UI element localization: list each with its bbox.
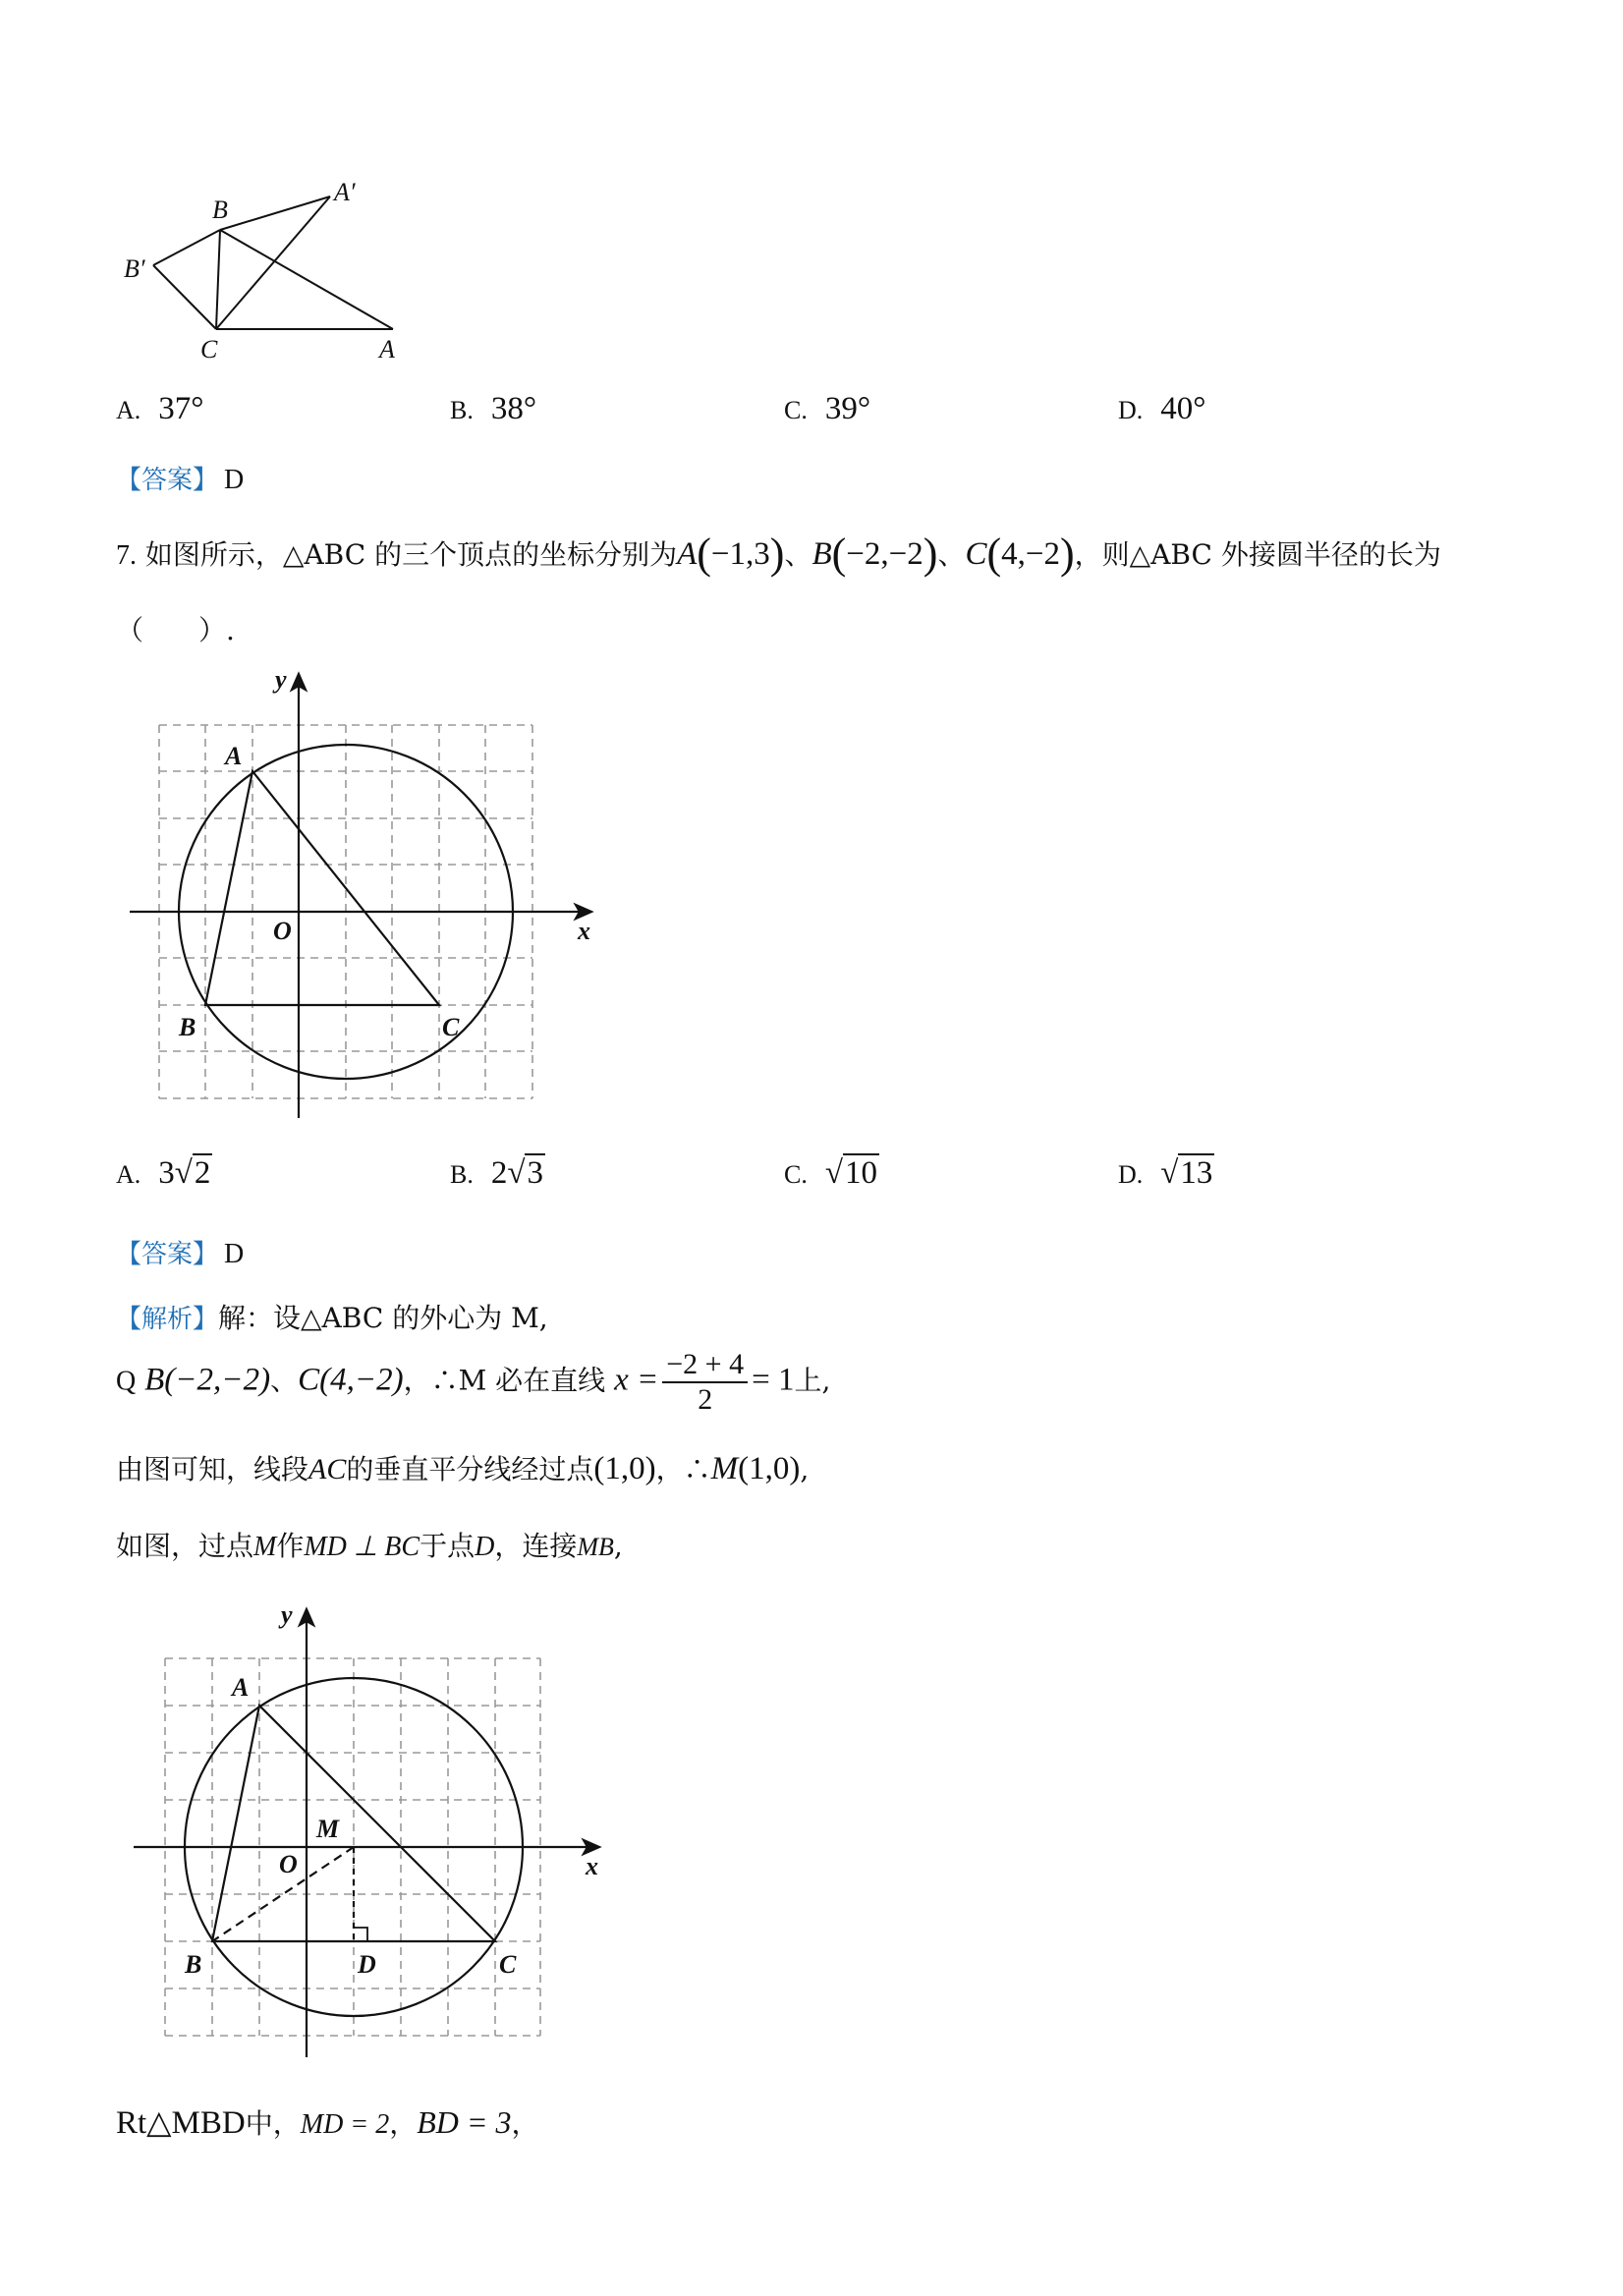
label-C: C — [200, 335, 218, 364]
fraction: $\frac{-2 + 4}{2}$ — [662, 1348, 748, 1417]
label-y: y — [281, 1603, 293, 1629]
q7-paren: （ ）. — [116, 614, 235, 646]
q7-option-c[interactable]: C. √10 — [784, 1155, 877, 1191]
segment-b-aprime — [220, 196, 330, 230]
label-B: B — [185, 1950, 202, 1979]
q6-option-c[interactable]: C. 39° — [784, 391, 871, 426]
q7-analysis-step2: Q B(−2,−2)、C(4,−2)，∴M 必在直线 x = $\frac{-2 + 4}{2}$ = 1上, — [116, 1348, 831, 1416]
q6-option-b[interactable]: B. 38° — [450, 391, 537, 426]
segment-b-a — [220, 230, 393, 329]
label-x: x — [578, 917, 590, 945]
q6-answer — [116, 460, 244, 496]
label-O: O — [279, 1850, 298, 1878]
answer-tag: 【答案】 — [116, 466, 219, 495]
label-C: C — [442, 1013, 460, 1041]
label-B-prime: B′ — [124, 254, 145, 283]
segment-b-c — [216, 230, 220, 329]
answer-value: D — [224, 465, 245, 495]
q7-option-d[interactable]: D. √13 — [1118, 1155, 1213, 1191]
label-x: x — [586, 1852, 598, 1880]
q7-analysis-step3: 由图可知，线段AC的垂直平分线经过点(1,0)，∴M(1,0), — [116, 1451, 810, 1486]
right-angle-mark — [354, 1928, 367, 1941]
answer-tag: 【答案】 — [116, 1240, 219, 1269]
label-A: A — [379, 335, 395, 364]
figure-circumcircle-with-m — [130, 1603, 611, 2065]
segment-aprime-c — [216, 196, 330, 329]
analysis-tag: 【解析】 — [116, 1305, 219, 1334]
q7-option-b[interactable]: B. 2√3 — [450, 1155, 543, 1191]
label-B: B — [179, 1013, 196, 1041]
q7-analysis-intro: 【解析】解：设△ABC 的外心为 M, — [116, 1302, 548, 1334]
triangle-abc — [205, 771, 439, 1005]
q6-option-a[interactable]: A. 37° — [116, 391, 204, 426]
q7-analysis-step4: 如图，过点M作MD ⊥ BC于点D，连接MB, — [116, 1530, 623, 1562]
label-B: B — [212, 196, 228, 224]
answer-value: D — [224, 1239, 245, 1269]
segment-bprime-c — [153, 265, 216, 329]
label-D: D — [358, 1950, 376, 1979]
label-C: C — [499, 1950, 517, 1979]
label-M: M — [316, 1815, 340, 1843]
q7-answer — [116, 1234, 244, 1270]
label-O: O — [273, 917, 292, 945]
q6-option-d[interactable]: D. 40° — [1118, 391, 1206, 426]
segment-bprime-b — [153, 230, 220, 265]
label-y: y — [275, 668, 287, 694]
q7-analysis-step5: Rt△MBD中，MD = 2，BD = 3， — [116, 2104, 539, 2141]
q7-option-a[interactable]: A. 3√2 — [116, 1155, 211, 1191]
q7-stem: 7. 如图所示，△ABC 的三个顶点的坐标分别为A(−1,3)、B(−2,−2)、C(4,−2)，则△ABC 外接圆半径的长为 — [116, 530, 1441, 578]
label-A-prime: A′ — [334, 178, 356, 206]
label-A: A — [232, 1673, 250, 1702]
figure-circumcircle — [126, 668, 607, 1130]
figure-rotated-triangle — [116, 175, 411, 371]
label-A: A — [225, 742, 243, 770]
